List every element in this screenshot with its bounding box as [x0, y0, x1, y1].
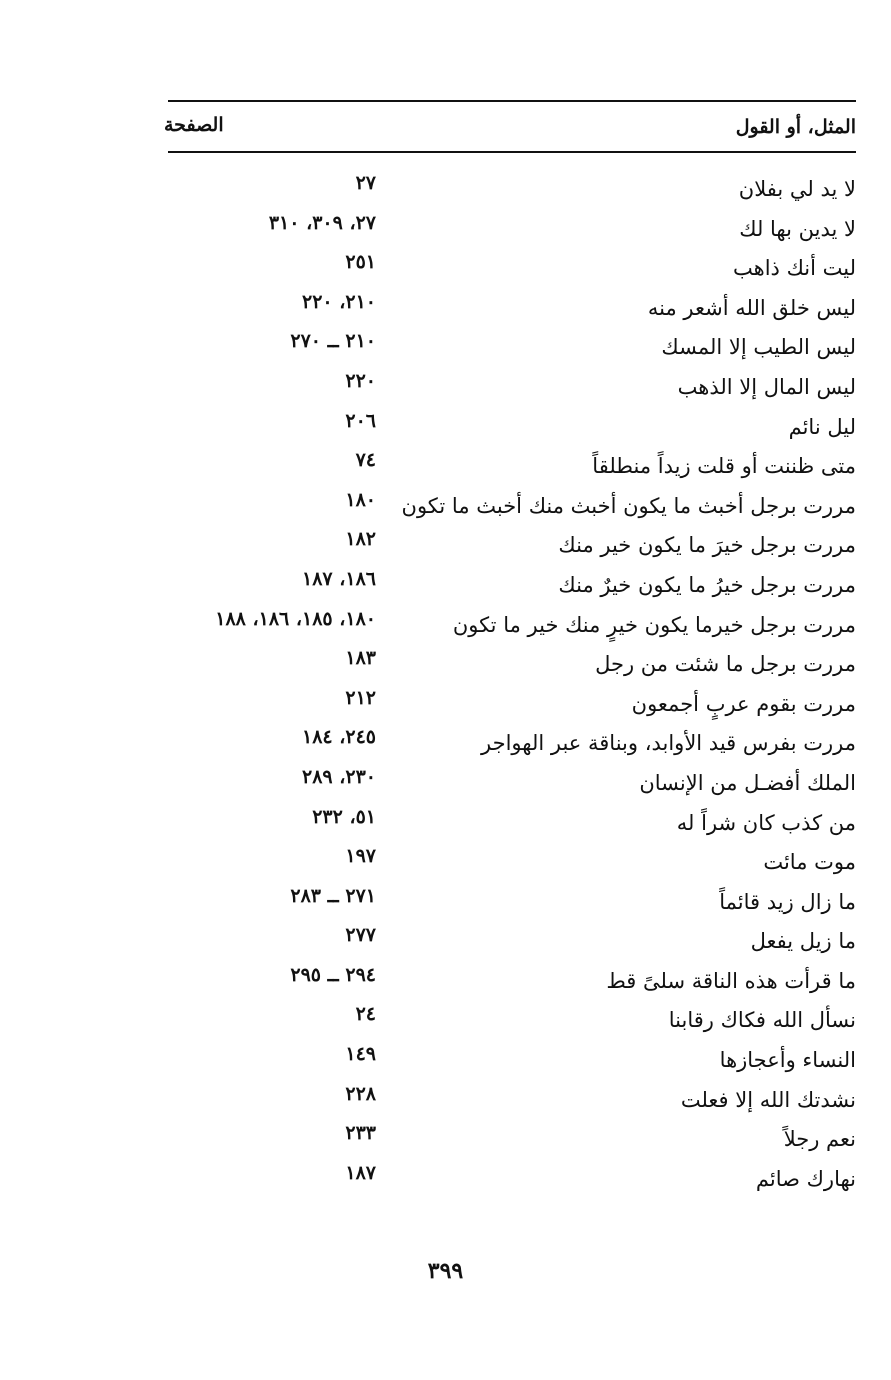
index-entry: [160, 406, 856, 446]
entry-pages: ١٨٠: [345, 488, 376, 511]
entry-pages: ١٨٢: [345, 528, 376, 551]
index-entry: [160, 445, 856, 485]
entry-pages: ٢١٠ ــ ٢٧٠: [290, 330, 376, 353]
page-number: ٣٩٩: [427, 1258, 464, 1284]
index-entry: [160, 841, 856, 881]
entry-phrase: مررت برجل ما شئت من رجل: [595, 652, 856, 677]
entry-pages: ٢٤٥، ١٨٤: [302, 726, 376, 749]
entry-phrase: نعم رجلاً: [783, 1127, 856, 1152]
entry-phrase: ما زيل يفعل: [750, 929, 856, 954]
index-entry: [160, 366, 856, 406]
entry-phrase: مررت برجل أخبث ما يكون أخبث منك أخبث ما تكون: [401, 493, 856, 518]
index-entry: [160, 604, 856, 644]
index-entry: [160, 999, 856, 1039]
entry-phrase: ليس المال إلا الذهب: [677, 374, 856, 399]
entry-pages: ١٨٠، ١٨٥، ١٨٦، ١٨٨: [215, 607, 376, 630]
entry-pages: ٧٤: [355, 449, 376, 472]
index-entry: [160, 168, 856, 208]
index-entry: [160, 524, 856, 564]
entry-phrase: ليس الطيب إلا المسك: [661, 335, 856, 360]
entry-pages: ٢١٢: [345, 686, 376, 709]
entry-phrase: من كذب كان شراً له: [676, 810, 856, 835]
index-entry: [160, 683, 856, 723]
entry-phrase: مررت بقوم عربٍ أجمعون: [631, 691, 856, 716]
entry-phrase: متى ظننت أو قلت زيداً منطلقاً: [592, 454, 856, 479]
entry-pages: ٢٩٤ ــ ٢٩٥: [290, 963, 376, 986]
entry-phrase: نسأل الله فكاك رقابنا: [668, 1008, 856, 1033]
index-entry: [160, 485, 856, 525]
index-entry: [160, 247, 856, 287]
entry-pages: ٢٣٠، ٢٨٩: [302, 765, 376, 788]
entry-pages: ٢٢٨: [345, 1082, 376, 1105]
entry-phrase: موت مائت: [763, 850, 856, 875]
entry-phrase: مررت برجل خيرما يكون خيرٍ منك خير ما تكون: [452, 612, 856, 637]
index-entry: [160, 920, 856, 960]
header-bottom-rule: [168, 151, 856, 153]
entry-phrase: نهارك صائم: [755, 1166, 856, 1191]
index-entry: [160, 1118, 856, 1158]
entry-pages: ٢٢٠: [345, 369, 376, 392]
index-entry: [160, 1158, 856, 1198]
index-entry: [160, 762, 856, 802]
entry-pages: ٢٥١: [345, 251, 376, 274]
entry-pages: ١٨٦، ١٨٧: [302, 567, 376, 590]
index-entry: [160, 960, 856, 1000]
entry-phrase: لا يد لي بفلان: [738, 177, 856, 201]
entry-phrase: النساء وأعجازها: [719, 1048, 856, 1073]
header-page-column: الصفحة: [164, 114, 224, 136]
index-entry: [160, 802, 856, 842]
index-entry: [160, 722, 856, 762]
entry-pages: ١٨٣: [345, 647, 376, 670]
entry-phrase: ما زال زيد قائماً: [719, 889, 856, 914]
index-entry: [160, 564, 856, 604]
entry-pages: ٢٧٧: [345, 924, 376, 947]
index-entries: [160, 168, 856, 1197]
entry-pages: ٥١، ٢٣٢: [312, 805, 376, 828]
header-phrase-column: المثل، أو القول: [735, 116, 856, 138]
entry-phrase: نشدتك الله إلا فعلت: [680, 1087, 856, 1112]
entry-phrase: مررت بفرس قيد الأوابد، وبناقة عبر الهواجر: [481, 731, 856, 756]
index-entry: [160, 1039, 856, 1079]
entry-pages: ١٤٩: [345, 1043, 376, 1066]
index-entry: [160, 1079, 856, 1119]
entry-pages: ٢٧١ ــ ٢٨٣: [290, 884, 376, 907]
entry-pages: ٢٠٦: [345, 409, 376, 432]
entry-pages: ١٩٧: [345, 845, 376, 868]
entry-phrase: ليل نائم: [788, 414, 856, 439]
index-header: [160, 110, 856, 144]
entry-phrase: لا يدين بها لك: [739, 216, 856, 241]
entry-phrase: ما قرأت هذه الناقة سلىً قط: [606, 968, 856, 993]
entry-phrase: الملك أفضـل من الإنسان: [639, 770, 856, 795]
entry-pages: ٢٣٣: [345, 1122, 376, 1145]
entry-phrase: مررت برجل خيرُ ما يكون خيرٌ منك: [558, 572, 856, 597]
index-entry: [160, 643, 856, 683]
entry-phrase: ليت أنك ذاهب: [733, 256, 856, 281]
index-entry: [160, 326, 856, 366]
entry-pages: ٢٧، ٣٠٩، ٣١٠: [268, 211, 376, 234]
entry-pages: ٢١٠، ٢٢٠: [302, 290, 376, 313]
index-entry: [160, 208, 856, 248]
entry-pages: ٢٤: [355, 1003, 376, 1026]
entry-pages: ١٨٧: [345, 1161, 376, 1184]
entry-phrase: مررت برجل خيرَ ما يكون خير منك: [558, 533, 856, 558]
entry-phrase: ليس خلق الله أشعر منه: [647, 295, 856, 320]
header-top-rule: [168, 100, 856, 102]
index-entry: [160, 881, 856, 921]
index-entry: [160, 287, 856, 327]
entry-pages: ٢٧: [355, 172, 376, 194]
